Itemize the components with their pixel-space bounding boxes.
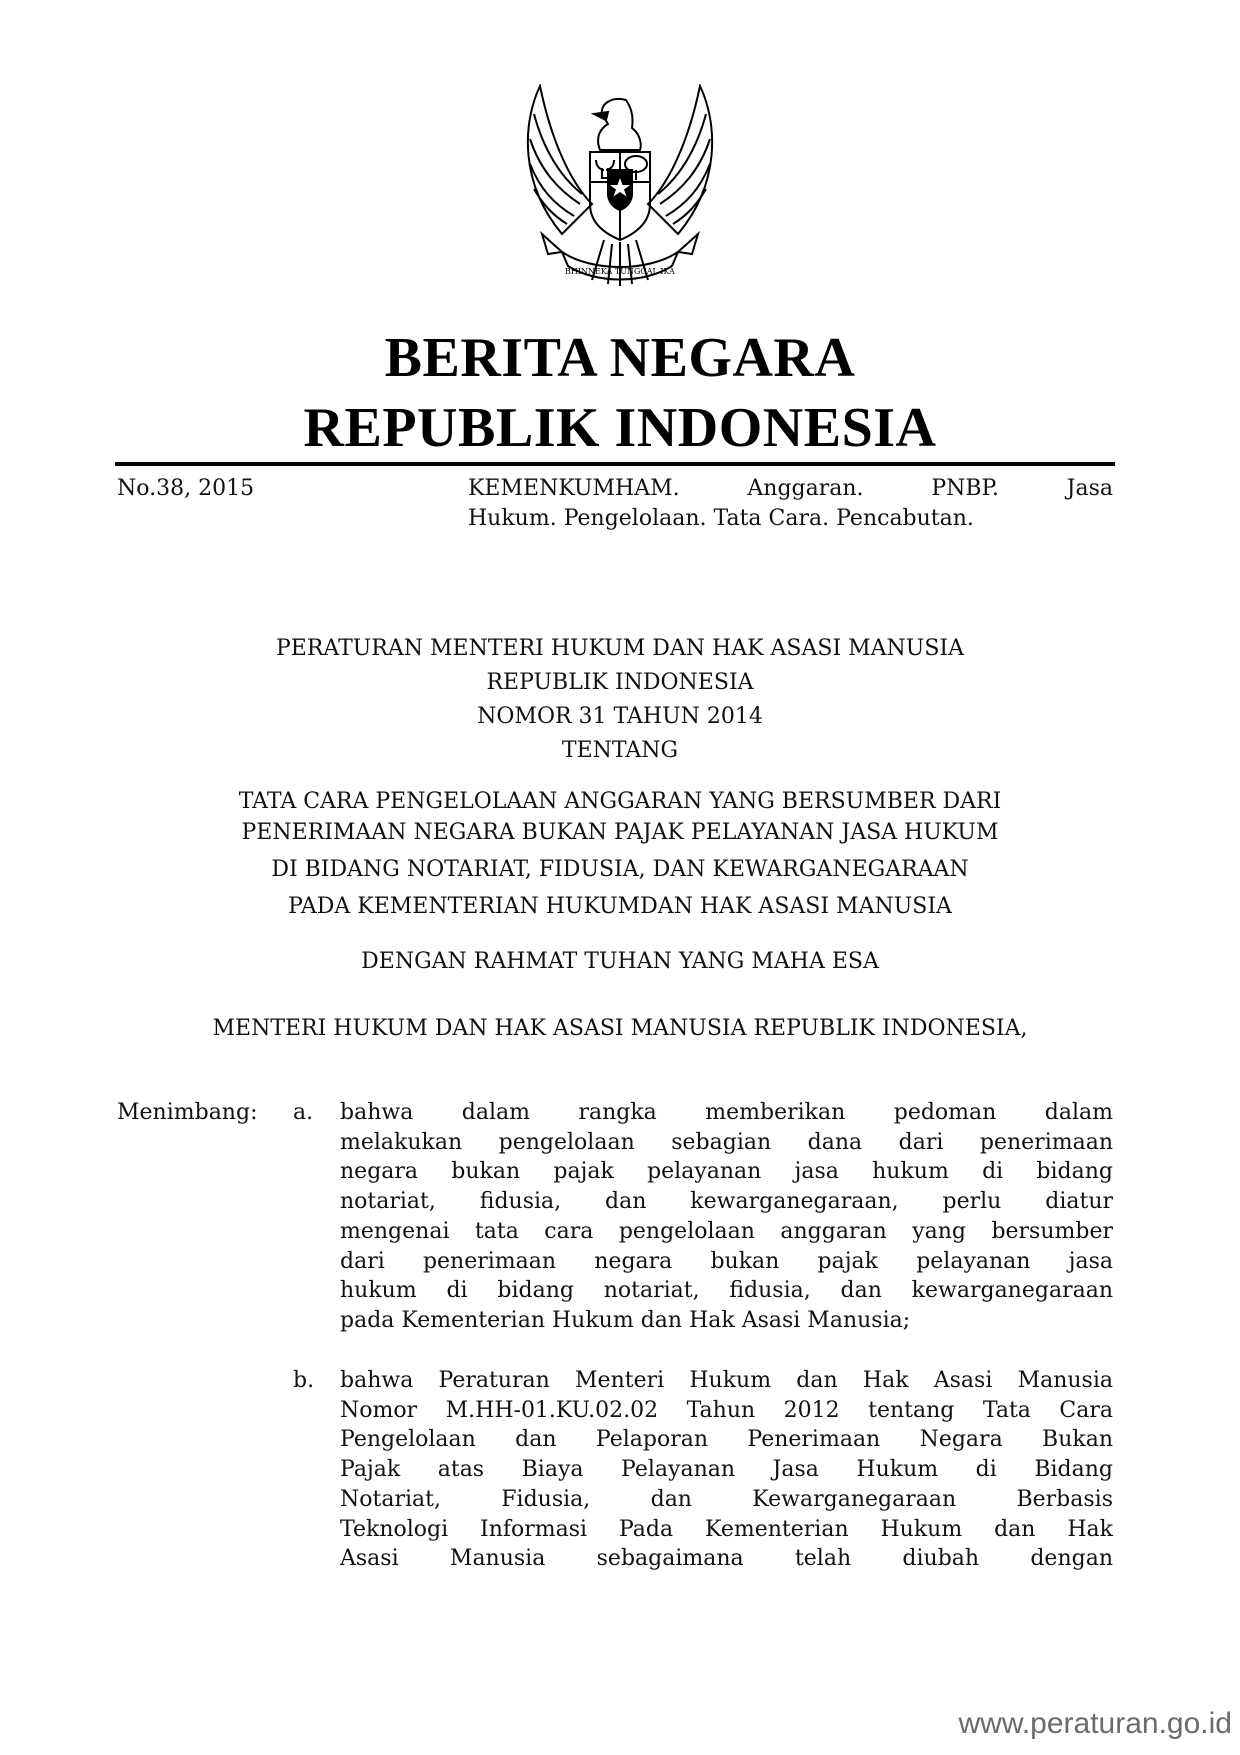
garuda-pancasila-emblem-icon	[522, 84, 718, 296]
menimbang-label: Menimbang:	[117, 1100, 258, 1125]
gazette-title-line-1: BERITA NEGARA	[384, 327, 856, 389]
issuer-text: MENTERI HUKUM DAN HAK ASASI MANUSIA REPUBLIK INDONESIA,	[212, 1016, 1028, 1041]
menimbang-item-a	[340, 1098, 1113, 1336]
item-line: Teknologi Informasi Pada Kementerian Hukum dan Hak	[340, 1516, 1113, 1542]
gazette-subject-line-2: Hukum. Pengelolaan. Tata Cara. Pencabutan.	[468, 506, 974, 531]
item-line: Nomor M.HH-01.KU.02.02 Tahun 2012 tentang Tata Cara	[340, 1397, 1113, 1423]
regulation-header-line: REPUBLIK INDONESIA	[486, 670, 754, 695]
regulation-header	[0, 632, 1240, 768]
blessing-text: DENGAN RAHMAT TUHAN YANG MAHA ESA	[361, 949, 879, 974]
item-line: notariat, fidusia, dan kewarganegaraan, perlu diatur	[340, 1189, 1113, 1215]
regulation-subject	[0, 786, 1240, 922]
gazette-title-line-2: REPUBLIK INDONESIA	[303, 397, 937, 459]
item-line: Asasi Manusia sebagaimana telah diubah dengan	[340, 1546, 1113, 1572]
regulation-header-line: PERATURAN MENTERI HUKUM DAN HAK ASASI MANUSIA	[275, 636, 964, 661]
regulation-subject-line: PENERIMAAN NEGARA BUKAN PAJAK PELAYANAN JASA HUKUM	[241, 820, 999, 845]
menimbang-item-b	[340, 1366, 1113, 1574]
item-line: dari penerimaan negara bukan pajak pelayanan jasa	[340, 1248, 1113, 1274]
item-line: Pengelolaan dan Pelaporan Penerimaan Negara Bukan	[340, 1427, 1113, 1453]
menimbang-item-letter-b: b.	[293, 1368, 315, 1393]
item-line: mengenai tata cara pengelolaan anggaran yang bersumber	[340, 1218, 1113, 1244]
issuer-line	[0, 1012, 1240, 1046]
item-line: melakukan pengelolaan sebagian dana dari penerimaan	[340, 1129, 1113, 1155]
regulation-subject-line: DI BIDANG NOTARIAT, FIDUSIA, DAN KEWARGANEGARAAN	[271, 857, 969, 882]
item-line: Pajak atas Biaya Pelayanan Jasa Hukum di Bidang	[340, 1457, 1113, 1483]
item-line: Notariat, Fidusia, dan Kewarganegaraan Berbasis	[340, 1486, 1113, 1512]
regulation-subject-line: PADA KEMENTERIAN HUKUMDAN HAK ASASI MANUSIA	[288, 894, 952, 919]
item-line: bahwa dalam rangka memberikan pedoman dalam	[340, 1100, 1113, 1125]
item-line: pada Kementerian Hukum dan Hak Asasi Manusia;	[340, 1307, 911, 1333]
header-divider	[115, 462, 1115, 466]
regulation-subject-line: TATA CARA PENGELOLAAN ANGGARAN YANG BERSUMBER DARI	[238, 789, 1002, 814]
menimbang-item-letter-a: a.	[293, 1100, 314, 1125]
gazette-number: No.38, 2015	[117, 476, 255, 501]
item-line: hukum di bidang notariat, fidusia, dan kewarganegaraan	[340, 1278, 1113, 1304]
blessing-line	[0, 945, 1240, 979]
regulation-header-line: NOMOR 31 TAHUN 2014	[477, 704, 763, 729]
footer-website-link[interactable]: www.peraturan.go.id	[958, 1707, 1232, 1740]
item-line: bahwa Peraturan Menteri Hukum dan Hak Asasi Manusia	[340, 1368, 1113, 1393]
svg-text:BHINNEKA TUNGGAL IKA: BHINNEKA TUNGGAL IKA	[565, 267, 675, 276]
gazette-subject-line-1: KEMENKUMHAM. Anggaran. PNBP. Jasa	[468, 476, 1113, 501]
gazette-subject	[468, 474, 1113, 534]
item-line: negara bukan pajak pelayanan jasa hukum di bidang	[340, 1159, 1113, 1185]
regulation-header-line: TENTANG	[561, 738, 679, 763]
